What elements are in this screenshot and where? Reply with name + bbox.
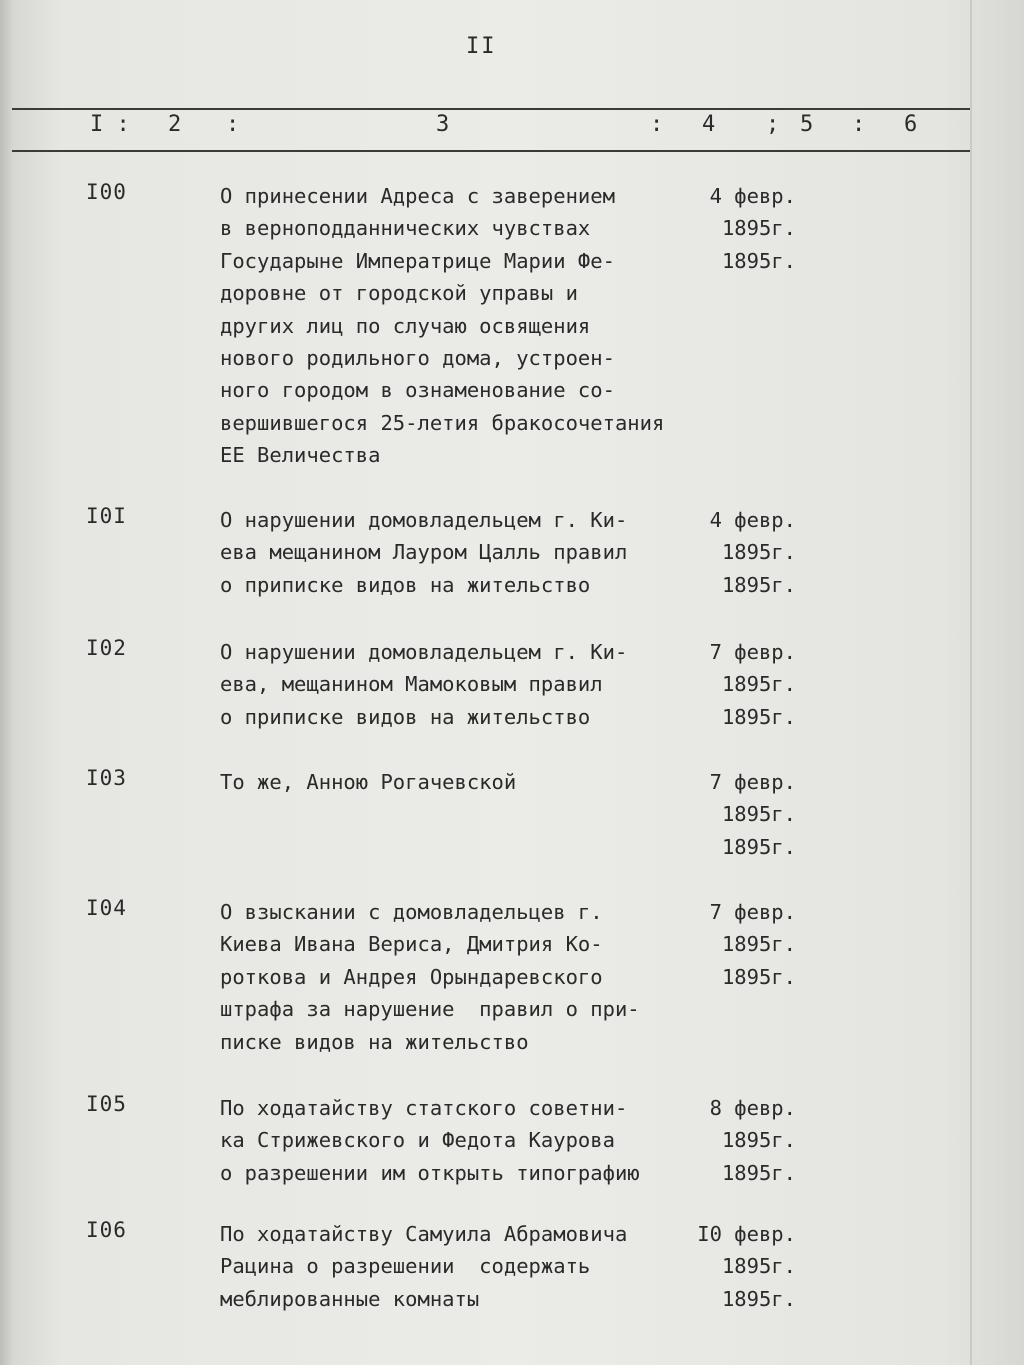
entry-description: По ходатайству статского советни- ка Стрижевского и Федота Каурова о разрешении им открыть типографию — [220, 1096, 640, 1185]
column-header-4: 4 — [702, 112, 716, 137]
entry-dates: 4 февр. 1895г. 1895г. — [709, 184, 796, 273]
right-margin-rule — [970, 0, 972, 1365]
entry-dates: 7 февр. 1895г. 1895г. — [709, 770, 796, 859]
entry-description: О нарушении домовладельцем г. Ки- ева мещанином Лауром Цалль правил о приписке видов на жительство — [220, 508, 628, 597]
page-number: II — [466, 34, 497, 59]
entry-number: I0I — [86, 504, 127, 528]
entry-number: I05 — [86, 1092, 127, 1116]
entry-number: I03 — [86, 766, 127, 790]
entry-dates: 8 февр. 1895г. 1895г. — [709, 1096, 796, 1185]
page-edge-shadow — [0, 0, 14, 1365]
entry-number: I04 — [86, 896, 127, 920]
entry-dates: 7 февр. 1895г. 1895г. — [709, 900, 796, 989]
entry-dates: I0 февр. 1895г. 1895г. — [697, 1222, 796, 1311]
column-header-6: 6 — [904, 112, 918, 137]
column-header-separator: : — [650, 112, 664, 137]
column-header-5: 5 — [800, 112, 814, 137]
entry-description: То же, Анною Рогачевской — [220, 770, 517, 794]
column-header-separator: : — [226, 112, 240, 137]
header-top-rule — [12, 108, 970, 110]
entry-description: По ходатайству Самуила Абрамовича Рацина о разрешении содержать меблированные комнаты — [220, 1222, 628, 1311]
column-header-separator: : — [852, 112, 866, 137]
entry-dates: 7 февр. 1895г. 1895г. — [709, 640, 796, 729]
entry-description: О принесении Адреса с заверением в верноподданнических чувствах Государыне Императрице Марии Фе- доровне от городской управы и других лиц по случаю освящения нового родильного дома, устроен- ного городом в ознаменование со- вершившегося 25-летия бракосочетания ЕЕ Величества — [220, 184, 665, 468]
column-header-3: 3 — [436, 112, 450, 137]
column-header-2: 2 — [168, 112, 182, 137]
entry-dates: 4 февр. 1895г. 1895г. — [709, 508, 796, 597]
entry-number: I06 — [86, 1218, 127, 1242]
entry-description: О нарушении домовладельцем г. Ки- ева, мещанином Мамоковым правил о приписке видов на жительство — [220, 640, 628, 729]
column-header-1: I : — [90, 112, 130, 137]
entry-number: I00 — [86, 180, 127, 204]
entry-number: I02 — [86, 636, 127, 660]
header-bottom-rule — [12, 150, 970, 152]
entry-description: О взыскании с домовладельцев г. Киева Ивана Вериса, Дмитрия Ко- роткова и Андрея Орындаревского штрафа за нарушение правил о при- писке видов на жительство — [220, 900, 640, 1054]
column-header-separator: ; — [766, 112, 780, 137]
